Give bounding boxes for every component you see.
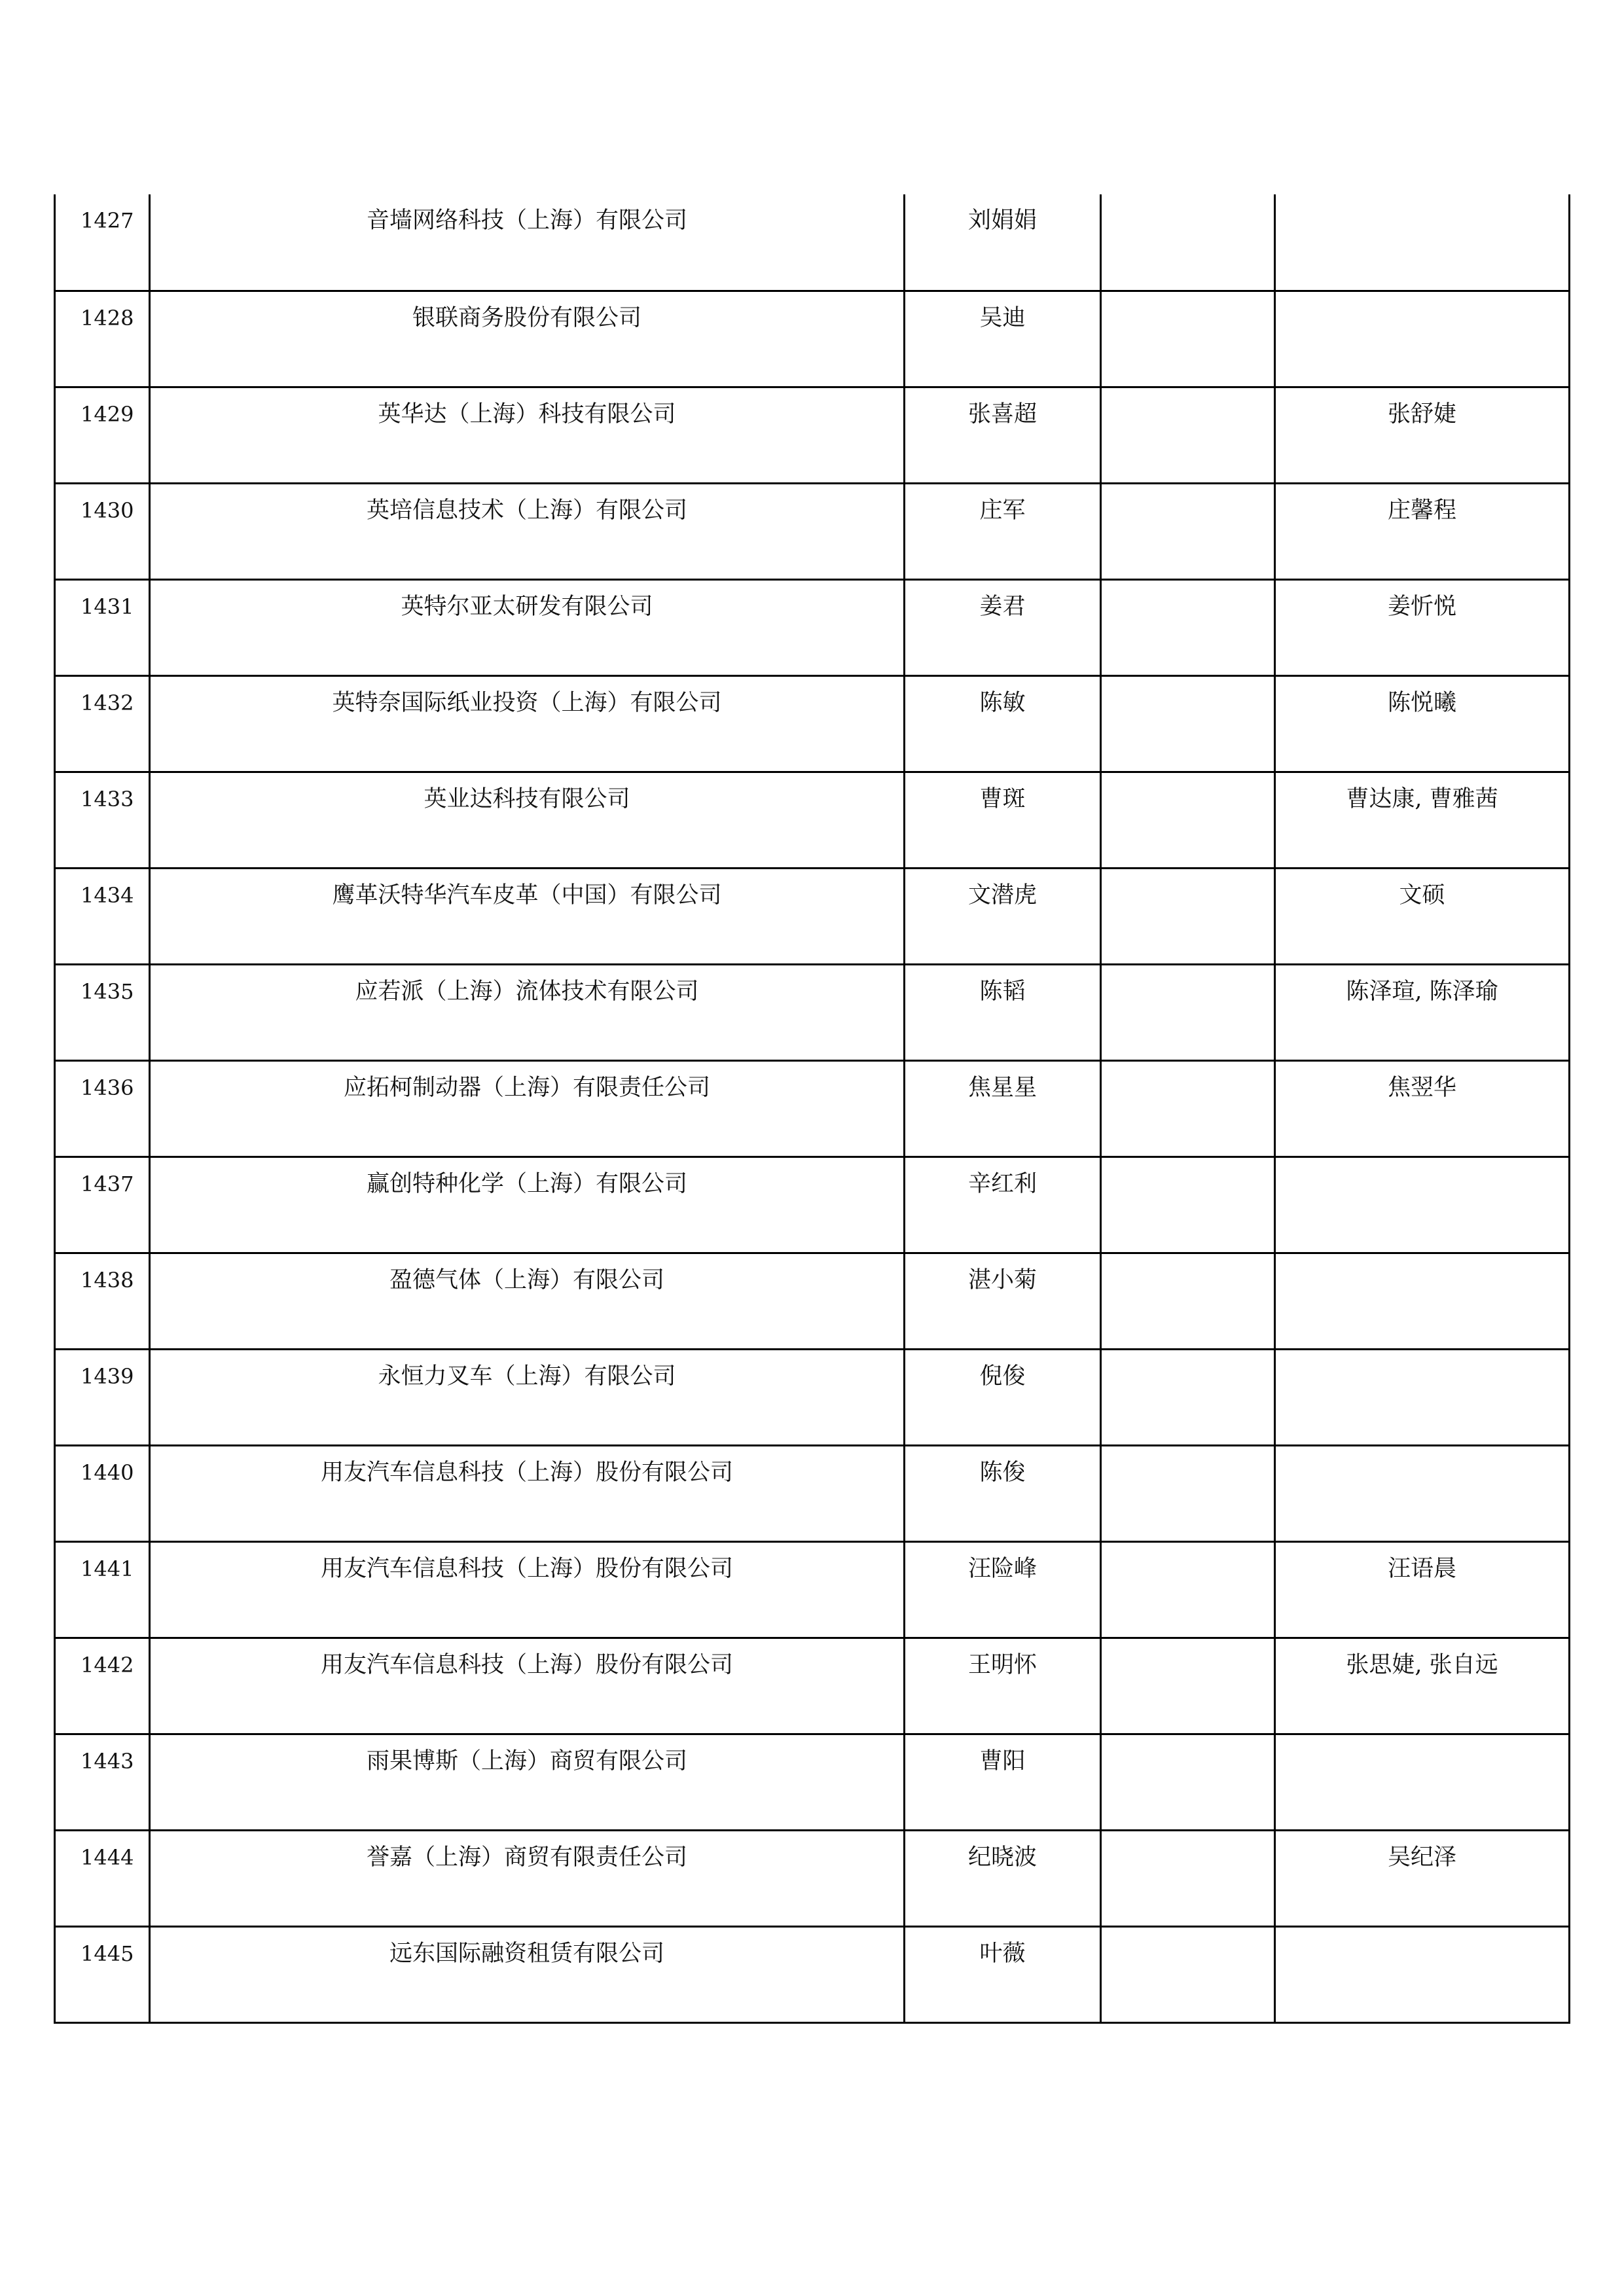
family-names: 张思婕, 张自远 bbox=[1275, 1638, 1570, 1734]
row-number: 1436 bbox=[55, 1060, 150, 1157]
company-name: 英华达（上海）科技有限公司 bbox=[150, 387, 905, 483]
family-names: 庄馨程 bbox=[1275, 483, 1570, 579]
family-names bbox=[1275, 1734, 1570, 1830]
family-names bbox=[1275, 1445, 1570, 1541]
extra-cell bbox=[1101, 194, 1275, 291]
table-row bbox=[55, 387, 1570, 483]
table-row bbox=[55, 1060, 1570, 1157]
row-number: 1439 bbox=[55, 1349, 150, 1445]
table-row bbox=[55, 1253, 1570, 1349]
company-name: 鹰革沃特华汽车皮革（中国）有限公司 bbox=[150, 868, 905, 964]
row-number: 1427 bbox=[55, 194, 150, 291]
extra-cell bbox=[1101, 1830, 1275, 1926]
table-row bbox=[55, 194, 1570, 291]
row-number: 1445 bbox=[55, 1926, 150, 2022]
company-name: 银联商务股份有限公司 bbox=[150, 291, 905, 387]
extra-cell bbox=[1101, 1157, 1275, 1253]
extra-cell bbox=[1101, 868, 1275, 964]
extra-cell bbox=[1101, 483, 1275, 579]
table-row bbox=[55, 1734, 1570, 1830]
table-row bbox=[55, 1157, 1570, 1253]
family-names: 焦翌华 bbox=[1275, 1060, 1570, 1157]
row-number: 1437 bbox=[55, 1157, 150, 1253]
company-name: 英特奈国际纸业投资（上海）有限公司 bbox=[150, 675, 905, 772]
person-name: 陈韬 bbox=[905, 964, 1101, 1060]
extra-cell bbox=[1101, 387, 1275, 483]
extra-cell bbox=[1101, 579, 1275, 675]
person-name: 湛小菊 bbox=[905, 1253, 1101, 1349]
extra-cell bbox=[1101, 675, 1275, 772]
extra-cell bbox=[1101, 1541, 1275, 1638]
company-name: 用友汽车信息科技（上海）股份有限公司 bbox=[150, 1638, 905, 1734]
extra-cell bbox=[1101, 1445, 1275, 1541]
extra-cell bbox=[1101, 1734, 1275, 1830]
extra-cell bbox=[1101, 1638, 1275, 1734]
row-number: 1431 bbox=[55, 579, 150, 675]
family-names bbox=[1275, 291, 1570, 387]
company-name: 赢创特种化学（上海）有限公司 bbox=[150, 1157, 905, 1253]
company-name: 英特尔亚太研发有限公司 bbox=[150, 579, 905, 675]
table-row bbox=[55, 1830, 1570, 1926]
company-name: 雨果博斯（上海）商贸有限公司 bbox=[150, 1734, 905, 1830]
person-name: 姜君 bbox=[905, 579, 1101, 675]
row-number: 1442 bbox=[55, 1638, 150, 1734]
table-row bbox=[55, 1541, 1570, 1638]
table-row bbox=[55, 291, 1570, 387]
row-number: 1443 bbox=[55, 1734, 150, 1830]
table-row bbox=[55, 675, 1570, 772]
table-row bbox=[55, 579, 1570, 675]
family-names bbox=[1275, 194, 1570, 291]
company-name: 誉嘉（上海）商贸有限责任公司 bbox=[150, 1830, 905, 1926]
person-name: 焦星星 bbox=[905, 1060, 1101, 1157]
extra-cell bbox=[1101, 772, 1275, 868]
row-number: 1444 bbox=[55, 1830, 150, 1926]
family-names: 姜忻悦 bbox=[1275, 579, 1570, 675]
family-names: 陈悦曦 bbox=[1275, 675, 1570, 772]
row-number: 1430 bbox=[55, 483, 150, 579]
person-name: 汪险峰 bbox=[905, 1541, 1101, 1638]
company-name: 英业达科技有限公司 bbox=[150, 772, 905, 868]
person-name: 张喜超 bbox=[905, 387, 1101, 483]
table-row bbox=[55, 964, 1570, 1060]
person-name: 辛红利 bbox=[905, 1157, 1101, 1253]
person-name: 陈敏 bbox=[905, 675, 1101, 772]
row-number: 1433 bbox=[55, 772, 150, 868]
family-names bbox=[1275, 1253, 1570, 1349]
table-row bbox=[55, 1638, 1570, 1734]
family-names bbox=[1275, 1349, 1570, 1445]
person-name: 刘娟娟 bbox=[905, 194, 1101, 291]
company-name: 用友汽车信息科技（上海）股份有限公司 bbox=[150, 1541, 905, 1638]
person-name: 王明怀 bbox=[905, 1638, 1101, 1734]
row-number: 1440 bbox=[55, 1445, 150, 1541]
family-names bbox=[1275, 1157, 1570, 1253]
table-row bbox=[55, 483, 1570, 579]
row-number: 1432 bbox=[55, 675, 150, 772]
row-number: 1429 bbox=[55, 387, 150, 483]
extra-cell bbox=[1101, 1060, 1275, 1157]
table-row bbox=[55, 1926, 1570, 2022]
company-name: 盈德气体（上海）有限公司 bbox=[150, 1253, 905, 1349]
extra-cell bbox=[1101, 1349, 1275, 1445]
company-name: 应若派（上海）流体技术有限公司 bbox=[150, 964, 905, 1060]
roster-table bbox=[54, 194, 1570, 2024]
company-name: 用友汽车信息科技（上海）股份有限公司 bbox=[150, 1445, 905, 1541]
family-names: 曹达康, 曹雅茜 bbox=[1275, 772, 1570, 868]
person-name: 倪俊 bbox=[905, 1349, 1101, 1445]
person-name: 纪晓波 bbox=[905, 1830, 1101, 1926]
person-name: 庄军 bbox=[905, 483, 1101, 579]
person-name: 曹阳 bbox=[905, 1734, 1101, 1830]
company-name: 英培信息技术（上海）有限公司 bbox=[150, 483, 905, 579]
table-row bbox=[55, 1349, 1570, 1445]
person-name: 文潜虎 bbox=[905, 868, 1101, 964]
row-number: 1435 bbox=[55, 964, 150, 1060]
family-names: 文硕 bbox=[1275, 868, 1570, 964]
table-row bbox=[55, 772, 1570, 868]
person-name: 曹斑 bbox=[905, 772, 1101, 868]
row-number: 1441 bbox=[55, 1541, 150, 1638]
person-name: 叶薇 bbox=[905, 1926, 1101, 2022]
family-names: 陈泽瑄, 陈泽瑜 bbox=[1275, 964, 1570, 1060]
company-name: 应拓柯制动器（上海）有限责任公司 bbox=[150, 1060, 905, 1157]
extra-cell bbox=[1101, 964, 1275, 1060]
person-name: 陈俊 bbox=[905, 1445, 1101, 1541]
company-name: 远东国际融资租赁有限公司 bbox=[150, 1926, 905, 2022]
family-names: 吴纪泽 bbox=[1275, 1830, 1570, 1926]
family-names bbox=[1275, 1926, 1570, 2022]
table-row bbox=[55, 868, 1570, 964]
extra-cell bbox=[1101, 1926, 1275, 2022]
row-number: 1434 bbox=[55, 868, 150, 964]
extra-cell bbox=[1101, 1253, 1275, 1349]
extra-cell bbox=[1101, 291, 1275, 387]
family-names: 张舒婕 bbox=[1275, 387, 1570, 483]
person-name: 吴迪 bbox=[905, 291, 1101, 387]
company-name: 音墙网络科技（上海）有限公司 bbox=[150, 194, 905, 291]
family-names: 汪语晨 bbox=[1275, 1541, 1570, 1638]
table-row bbox=[55, 1445, 1570, 1541]
company-name: 永恒力叉车（上海）有限公司 bbox=[150, 1349, 905, 1445]
row-number: 1438 bbox=[55, 1253, 150, 1349]
row-number: 1428 bbox=[55, 291, 150, 387]
